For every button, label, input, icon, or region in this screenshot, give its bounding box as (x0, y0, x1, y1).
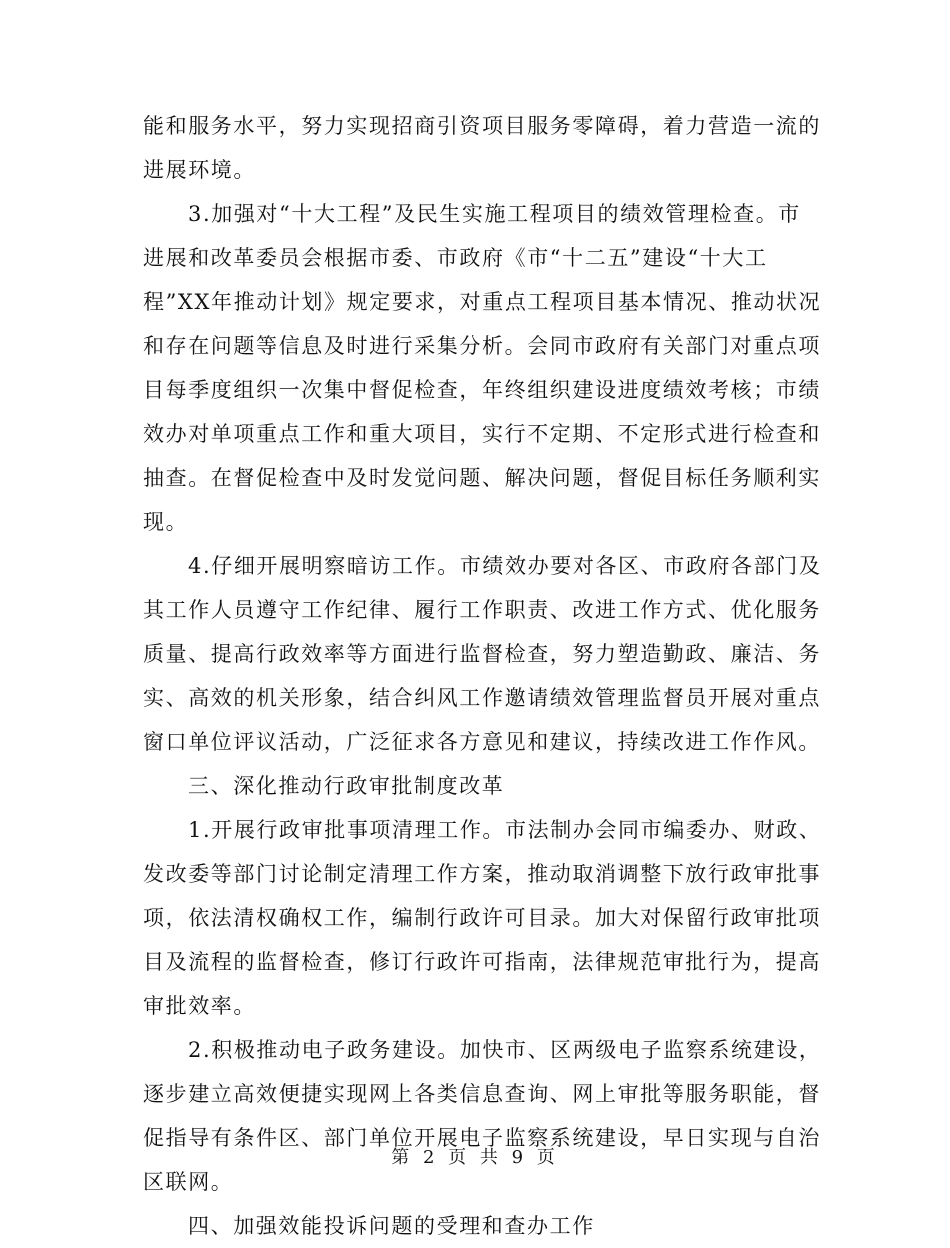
text-line: 窗口单位评议活动，广泛征求各方意见和建议，持续改进工作作风。 (143, 730, 821, 754)
text-line: 2.积极推动电子政务建设。加快市、区两级电子监察系统建设， (188, 1038, 822, 1062)
text-line: 促指导有条件区、部门单位开展电子监察系统建设，早日实现与自治 (143, 1126, 821, 1150)
page-footer: 第 2 页 共 9 页 (391, 1147, 559, 1168)
text-line: 和存在问题等信息及时进行采集分析。会同市政府有关部门对重点项 (143, 334, 821, 358)
text-line: 4.仔细开展明察暗访工作。市绩效办要对各区、市政府各部门及 (188, 554, 822, 578)
text-line: 3.加强对“十大工程”及民生实施工程项目的绩效管理检查。市 (188, 202, 801, 226)
text-line: 其工作人员遵守工作纪律、履行工作职责、改进工作方式、优化服务 (143, 598, 821, 622)
text-line: 四、加强效能投诉问题的受理和查办工作 (188, 1214, 595, 1238)
text-line: 逐步建立高效便捷实现网上各类信息查询、网上审批等服务职能，督 (143, 1082, 821, 1106)
text-line: 程”XX年推动计划》规定要求，对重点工程项目基本情况、推动状况 (143, 290, 822, 314)
text-line: 进展环境。 (143, 158, 256, 182)
text-line: 区联网。 (143, 1170, 234, 1194)
text-line: 进展和改革委员会根据市委、市政府《市“十二五”建设“十大工 (143, 246, 768, 270)
text-line: 目每季度组织一次集中督促检查，年终组织建设进度绩效考核；市绩 (143, 378, 821, 402)
text-line: 能和服务水平，努力实现招商引资项目服务零障碍，着力营造一流的 (143, 114, 821, 138)
text-line: 目及流程的监督检查，修订行政许可指南，法律规范审批行为，提高 (143, 950, 821, 974)
text-line: 项，依法清权确权工作，编制行政许可目录。加大对保留行政审批项 (143, 906, 821, 930)
document-body (143, 104, 822, 1248)
text-line: 三、深化推动行政审批制度改革 (188, 774, 505, 798)
text-line: 抽查。在督促检查中及时发觉问题、解决问题，督促目标任务顺利实 (143, 466, 821, 490)
text-line: 1.开展行政审批事项清理工作。市法制办会同市编委办、财政、 (188, 818, 822, 842)
text-line: 发改委等部门讨论制定清理工作方案，推动取消调整下放行政审批事 (143, 862, 821, 886)
text-line: 审批效率。 (143, 994, 256, 1018)
text-line: 实、高效的机关形象，结合纠风工作邀请绩效管理监督员开展对重点 (143, 686, 821, 710)
text-line: 效办对单项重点工作和重大项目，实行不定期、不定形式进行检查和 (143, 422, 821, 446)
text-line: 现。 (143, 510, 189, 534)
text-line: 质量、提高行政效率等方面进行监督检查，努力塑造勤政、廉洁、务 (143, 642, 821, 666)
